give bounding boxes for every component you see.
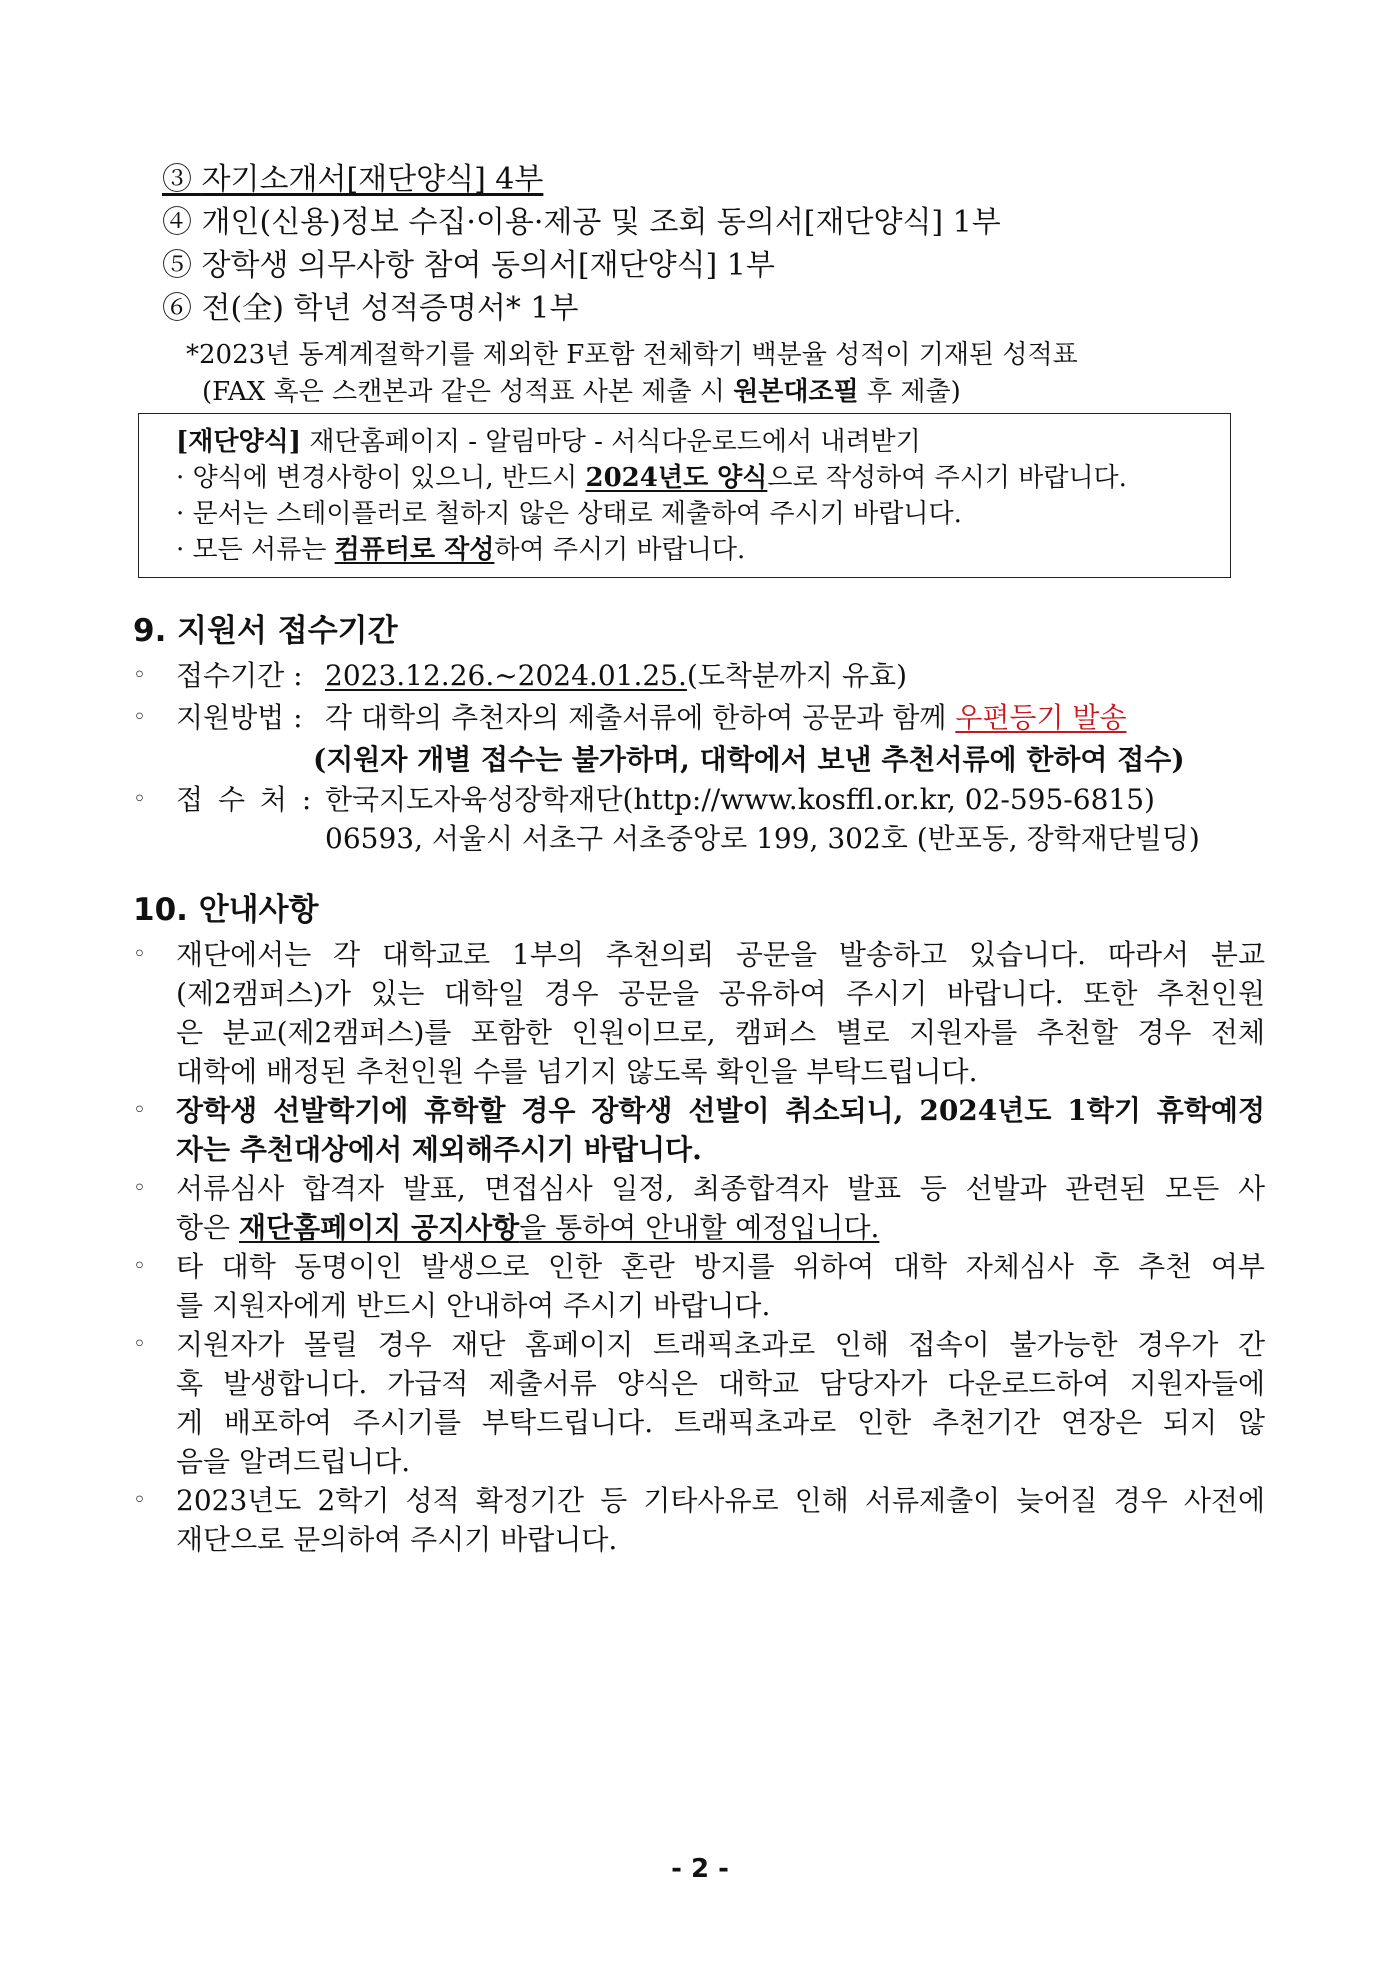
note-text: 후 제출) (858, 377, 961, 407)
period-label: 접수기간 : (176, 659, 303, 692)
address-line2: 06593, 서울시 서초구 서초중앙로 199, 302호 (반포동, 장학재단빌딩) (325, 822, 1200, 855)
note-text: (FAX 혹은 스캔본과 같은 성적표 사본 제출 시 (202, 377, 734, 407)
method-note: (지원자 개별 접수는 불가하며, 대학에서 보낸 추천서류에 한하여 접수) (313, 743, 1185, 776)
notice-paragraph-line: 혹 발생합니다. 가급적 제출서류 양식은 대학교 담당자가 다운로드하여 지원자들에 (176, 1367, 1265, 1400)
notice-paragraph-line: 게 배포하여 주시기를 부탁드립니다. 트래픽초과로 인한 추천기간 연장은 되지 않 (176, 1406, 1265, 1439)
notice-paragraph-line: 지원자가 몰릴 경우 재단 홈페이지 트래픽초과로 인해 접속이 불가능한 경우가 간 (176, 1328, 1265, 1361)
notice-box-title (176, 425, 921, 459)
notice-paragraph-line: 음을 알려드립니다. (176, 1445, 411, 1478)
notice-emphasis: 2024년도 양식 (585, 463, 768, 493)
doc-item-number: ④ (162, 205, 192, 240)
bullet-icon: ◦ (133, 1098, 146, 1123)
section-10-heading: 10. 안내사항 (133, 892, 319, 928)
bullet-icon: ◦ (133, 1176, 146, 1201)
doc-item-number: ⑤ (162, 248, 192, 283)
notice-paragraph-line: 2023년도 2학기 성적 확정기간 등 기타사유로 인해 서류제출이 늦어질 경우 사전에 (176, 1484, 1265, 1517)
period-suffix: (도착분까지 유효) (686, 659, 907, 692)
notice-title-text: 재단홈페이지 - 알림마당 - 서식다운로드에서 내려받기 (301, 427, 921, 457)
period-value-line (325, 659, 907, 693)
doc-item-3 (162, 163, 543, 197)
notice-item (176, 461, 1127, 495)
bullet-icon: ◦ (133, 1488, 146, 1513)
doc-item-number: ⑥ (162, 291, 192, 326)
notice-item (176, 533, 745, 567)
doc-item-text: 장학생 의무사항 참여 동의서[재단양식] 1부 (201, 248, 775, 283)
doc-item-5 (162, 249, 775, 283)
notice-paragraph-line: 재단에서는 각 대학교로 1부의 추천의뢰 공문을 발송하고 있습니다. 따라서 분교 (176, 938, 1265, 971)
bullet-icon: ◦ (133, 705, 146, 730)
notice-text: 항은 (176, 1211, 239, 1244)
doc-item-4 (162, 206, 1001, 240)
section-9-heading: 9. 지원서 접수기간 (133, 613, 398, 649)
doc-item-text: 개인(신용)정보 수집·이용·제공 및 조회 동의서[재단양식] 1부 (201, 205, 1001, 240)
bullet-icon: ◦ (133, 663, 146, 688)
bullet-icon: ◦ (133, 787, 146, 812)
bullet-icon: ◦ (133, 1254, 146, 1279)
doc-item-text: 자기소개서[재단양식] 4부 (201, 162, 544, 197)
page-number: - 2 - (671, 1854, 729, 1884)
method-label: 지원방법 : (176, 701, 303, 734)
note-emphasis: 원본대조필 (733, 377, 859, 407)
notice-paragraph-line: 타 대학 동명이인 발생으로 인한 혼란 방지를 위하여 대학 자체심사 후 추천 여부 (176, 1250, 1265, 1283)
notice-item: · 문서는 스테이플러로 철하지 않은 상태로 제출하여 주시기 바랍니다. (176, 499, 962, 529)
bullet-icon: ◦ (133, 1332, 146, 1357)
method-highlight: 우편등기 발송 (955, 701, 1127, 734)
notice-paragraph-line: 장학생 선발학기에 휴학할 경우 장학생 선발이 취소되니, 2024년도 1학기 휴학예정 (176, 1094, 1265, 1127)
notice-text: · 모든 서류는 (176, 535, 335, 565)
notice-paragraph-line: 재단으로 문의하여 주시기 바랍니다. (176, 1523, 618, 1556)
doc-item-6 (162, 292, 578, 326)
notice-title-label: [재단양식] (176, 427, 302, 457)
doc-item-text: 전(全) 학년 성적증명서* 1부 (201, 291, 579, 326)
address-line1: 한국지도자육성장학재단(http://www.kosffl.or.kr, 02-595-6815) (325, 783, 1155, 816)
notice-emphasis: 컴퓨터로 작성 (334, 535, 495, 565)
notice-paragraph-line: 를 지원자에게 반드시 안내하여 주시기 바랍니다. (176, 1289, 771, 1322)
notice-text: · 양식에 변경사항이 있으니, 반드시 (176, 463, 586, 493)
method-line (325, 701, 1127, 735)
bullet-icon: ◦ (133, 942, 146, 967)
notice-paragraph-line: 은 분교(제2캠퍼스)를 포함한 인원이므로, 캠퍼스 별로 지원자를 추천할 경우 전체 (176, 1016, 1265, 1049)
notice-text: 하여 주시기 바랍니다. (494, 535, 746, 565)
transcript-note-line1: *2023년 동계계절학기를 제외한 F포함 전체학기 백분율 성적이 기재된 성적표 (186, 340, 1078, 370)
notice-text: 으로 작성하여 주시기 바랍니다. (767, 463, 1127, 493)
doc-item-number: ③ (162, 162, 192, 197)
transcript-note-line2 (202, 375, 961, 409)
notice-paragraph-line: 대학에 배정된 추천인원 수를 넘기지 않도록 확인을 부탁드립니다. (176, 1055, 978, 1088)
notice-paragraph-line (176, 1211, 879, 1245)
notice-paragraph-line: (제2캠퍼스)가 있는 대학일 경우 공문을 공유하여 주시기 바랍니다. 또한 추천인원 (176, 977, 1265, 1010)
period-value: 2023.12.26.~2024.01.25. (325, 659, 687, 692)
notice-paragraph-line: 서류심사 합격자 발표, 면접심사 일정, 최종합격자 발표 등 선발과 관련된 모든 사 (176, 1172, 1265, 1205)
method-text: 각 대학의 추천자의 제출서류에 한하여 공문과 함께 (325, 701, 956, 734)
notice-paragraph-line: 자는 추천대상에서 제외해주시기 바랍니다. (176, 1133, 702, 1166)
notice-emphasis: 재단홈페이지 공지사항 (239, 1211, 520, 1244)
notice-text: 을 통하여 안내할 예정입니다. (519, 1211, 880, 1244)
address-label: 접 수 처 : (176, 783, 312, 816)
